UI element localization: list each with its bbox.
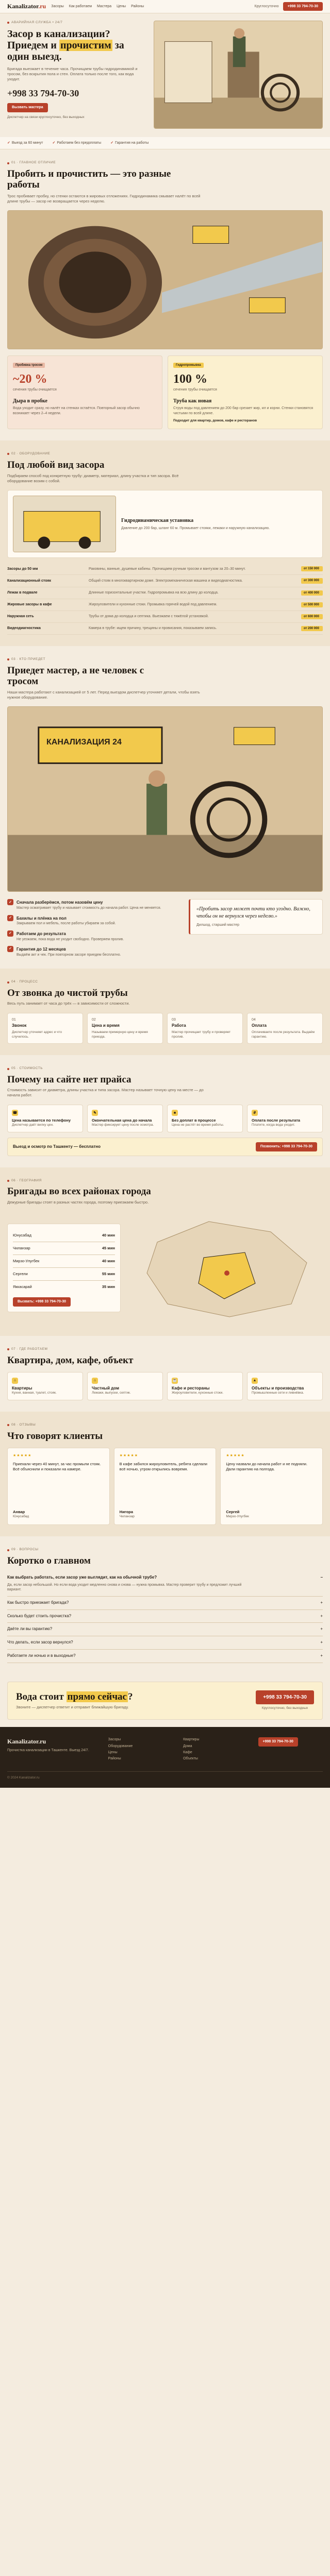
client-card: ⌂ Квартиры Кухня, ванная, туалет, стояк. xyxy=(7,1372,83,1400)
footer-col xyxy=(108,1737,173,1763)
apartment-icon: ⌂ xyxy=(12,1378,18,1384)
factory-icon: ▲ xyxy=(252,1378,258,1384)
methods-table xyxy=(7,563,323,635)
benefits-strip xyxy=(0,137,330,149)
table-row: Канализационный стояк Общий стояк в многоквартирном доме. Электромеханическая машина и видеодиагностика. от 300 000 xyxy=(7,575,323,587)
footer-link[interactable]: Квартиры xyxy=(183,1738,200,1742)
master-features xyxy=(7,899,184,957)
main-nav xyxy=(51,4,144,9)
review-card: ★★★★★ В кафе забился жироуловитель, ребята сделали всё ночью, утром открылись вовремя. Нигора Чиланзар xyxy=(114,1448,217,1525)
footer-link[interactable]: Засоры xyxy=(108,1738,121,1742)
reviews-section xyxy=(0,1412,330,1536)
clipboard-icon: ✎ xyxy=(92,1110,98,1116)
pricing-call-button[interactable]: Позвонить: +998 33 794-70-30 xyxy=(256,1142,317,1151)
pricing-card: ₽ Оплата после результата Платите, когда вода уходит. xyxy=(247,1105,323,1133)
quote-text: «Пробить засор может почти кто угодно. Важно, чтобы он не вернулся через неделю.» xyxy=(196,906,310,919)
section-title: Бригады во всех районах города xyxy=(7,1186,151,1197)
rope-card xyxy=(7,355,162,429)
card-title: Труба как новая xyxy=(173,398,212,404)
footer xyxy=(0,1727,330,1788)
step-card: 04 Оплата Оплачиваете после результата. Выдаём гарантию. xyxy=(247,1013,323,1044)
check-icon: ✓ xyxy=(7,915,13,921)
nav-item[interactable]: Мастера xyxy=(97,4,112,8)
table-row: Жировые засоры в кафе Жироуловители и кухонные стоки. Промывка горячей водой под давлением. от 500 000 xyxy=(7,599,323,611)
check-icon: ✓ xyxy=(7,930,13,937)
section-title: Квартира, дом, кафе, объект xyxy=(7,1354,134,1366)
faq-item[interactable]: Как быстро приезжает бригада? + xyxy=(7,1597,323,1610)
hero-illustration xyxy=(154,21,323,129)
master-section xyxy=(0,646,330,969)
faq-item-open[interactable]: Как выбрать работать, если засор уже выглядит, как на обычной трубе? − Да, если засор небольшой. Но если вода уходит медленно снова и снова — нужна промывка. Мастер проверит трубу и предложит лучший вариант. xyxy=(7,1571,323,1597)
clients-section xyxy=(0,1336,330,1412)
section-title: Что говорят клиенты xyxy=(7,1430,103,1442)
plus-icon: + xyxy=(320,1640,323,1645)
section-eyebrow: 02 · ОБОРУДОВАНИЕ xyxy=(7,452,323,456)
footer-link[interactable]: Дома xyxy=(183,1744,192,1748)
plus-icon: + xyxy=(320,1600,323,1605)
section-title: Почему на сайте нет прайса xyxy=(7,1074,131,1086)
check-icon: ✓ xyxy=(7,899,13,905)
footer-link[interactable]: Оборудование xyxy=(108,1744,133,1748)
header xyxy=(0,0,330,13)
hero-phone[interactable]: +998 33 794-70-30 xyxy=(7,88,79,99)
section-eyebrow: 07 · ГДЕ РАБОТАЕМ xyxy=(7,1347,323,1352)
step-card: 03 Работа Мастер прочищает трубу и проверяет пролив. xyxy=(167,1013,243,1044)
footer-col xyxy=(183,1737,248,1763)
benefit-item: ✓ Гарантия на работы xyxy=(110,141,149,145)
rating-stars: ★★★★★ xyxy=(119,1454,139,1458)
step-card: 01 Звонок Диспетчер уточняет адрес и что случилось. xyxy=(7,1013,83,1044)
client-card: ▲ Объекты и производства Промышленные сети и ливнёвка. xyxy=(247,1372,323,1400)
benefit-item: ✓ Работаем без предоплаты xyxy=(52,141,102,145)
hero-title: Засор в канализации? Приедем и прочистим за один выезд. xyxy=(7,28,124,62)
step-card: 02 Цена и время Называем примерную цену и время приезда. xyxy=(87,1013,163,1044)
card-text: Струя воды под давлением до 200 бар срезает жир, ил и корни. Стенки становятся чистыми по всей длине. xyxy=(173,406,314,415)
footer-link[interactable]: Районы xyxy=(108,1757,121,1761)
header-phone-button[interactable]: +998 33 794-70-30 xyxy=(283,2,323,11)
section-eyebrow: 06 · ГЕОГРАФИЯ xyxy=(7,1179,323,1183)
pricing-bar xyxy=(7,1138,323,1156)
faq-item[interactable]: Сколько будет стоить прочистка? + xyxy=(7,1610,323,1623)
area-item[interactable]: Чиланзар 45 мин xyxy=(13,1242,115,1255)
table-row: Видеодиагностика Камера в трубе: ищем причину, трещины и провисания, показываем запись. от 200 000 xyxy=(7,623,323,635)
section-eyebrow: 08 · ОТЗЫВЫ xyxy=(7,1423,323,1428)
featured-equipment xyxy=(7,490,323,558)
cafe-icon: ☕ xyxy=(172,1378,178,1384)
cta-text: Звоните — диспетчер ответит и отправит ближайшую бригаду. xyxy=(16,1705,129,1710)
table-row: Засоры до 50 мм Раковины, ванные, душевые кабины. Прочищаем ручным тросом и вантузом за 20–30 минут. от 150 000 xyxy=(7,563,323,575)
hydro-card xyxy=(168,355,323,429)
faq-section xyxy=(0,1536,330,1674)
feature-item: ✓ Бахилы и плёнка на пол Закрываем пол и мебель, после работы убираем за собой. xyxy=(7,915,184,926)
van-banner: КАНАЛИЗАЦИЯ 24 xyxy=(46,738,122,747)
area-item[interactable]: Юнусабад 40 мин xyxy=(13,1229,115,1242)
table-row: Лежак в подвале Длинные горизонтальные участки. Гидропромывка на всю длину до колодца. от 400 000 xyxy=(7,587,323,599)
section-lead: Дежурные бригады стоят в разных частях города, поэтому приезжаем быстро. xyxy=(7,1199,149,1205)
card-text: Вода уходит сразу, но налёт на стенках остаётся. Повторный засор обычно возникает через 2–4 недели. xyxy=(13,406,140,415)
worktime: Круглосуточно xyxy=(254,4,279,8)
footer-link[interactable]: Объекты xyxy=(183,1757,198,1761)
section-lead: Стоимость зависит от диаметра, длины участка и типа засора. Мастер называет точную цену на месте — до начала работ. xyxy=(7,1088,204,1098)
feature-item: ✓ Работаем до результата Не уезжаем, пока вода не уходит свободно. Проверяем пролив. xyxy=(7,930,184,942)
section-eyebrow: 01 · ГЛАВНОЕ ОТЛИЧИЕ xyxy=(7,161,323,165)
stat-value: 100 % xyxy=(173,372,207,386)
faq-list xyxy=(7,1571,323,1663)
review-card: ★★★★★ Приехали через 40 минут, за час промыли стояк. Всё объяснили и показали на камере. Анвар Юнусабад xyxy=(7,1448,110,1525)
lock-icon: ■ xyxy=(172,1110,178,1116)
card-tag: Гидропромывка xyxy=(173,363,204,368)
featured-title: Гидродинамическая установка xyxy=(121,518,194,524)
steps-section xyxy=(0,969,330,1055)
client-card: ☕ Кафе и рестораны Жироуловители, кухонные стоки. xyxy=(167,1372,243,1400)
footer-logo[interactable]: Kanalizator.ru xyxy=(7,1738,46,1745)
plus-icon: + xyxy=(320,1613,323,1618)
areas-call-button[interactable]: Вызвать: +998 33 794-70-30 xyxy=(13,1297,71,1306)
quote-author: Дилшод, старший мастер xyxy=(196,923,239,927)
faq-item[interactable]: Работаете ли ночью и в выходные? + xyxy=(7,1650,323,1663)
footer-link[interactable]: Цены xyxy=(108,1750,118,1754)
difference-section xyxy=(0,149,330,440)
quote-card xyxy=(189,899,323,934)
cta-phone-button[interactable]: +998 33 794-70-30 xyxy=(256,1690,314,1705)
section-lead: Весь путь занимает от часа до трёх — в зависимости от сложности. xyxy=(7,1001,130,1006)
client-card: ⌂ Частный дом Лежаки, выпуски, септик. xyxy=(87,1372,163,1400)
table-row: Наружная сеть Трубы от дома до колодца и септика. Выезжаем с тяжёлой установкой. от 600 000 xyxy=(7,611,323,623)
card-footer: Подходит для квартир, домов, кафе и ресторанов xyxy=(173,419,257,423)
hero-note: Диспетчер на связи круглосуточно, без выходных xyxy=(7,115,85,119)
hero-eyebrow: АВАРИЙНАЯ СЛУЖБА • 24/7 xyxy=(7,21,146,25)
section-title: Под любой вид засора xyxy=(7,459,105,470)
plus-icon: + xyxy=(320,1653,323,1658)
card-title: Дыра в пробке xyxy=(13,398,47,404)
wallet-icon: ₽ xyxy=(252,1110,258,1116)
hero-lead: Бригада выезжает в течение часа. Прочищаем трубы гидродинамикой и тросом, без вскрытия пола и стен. Оплата только после того, как вода уходит. xyxy=(7,66,138,82)
pipe-illustration xyxy=(7,210,323,349)
pricing-section xyxy=(0,1055,330,1167)
feature-item: ✓ Гарантия до 12 месяцев Выдаём акт и чек. При повторном засоре приедем бесплатно. xyxy=(7,946,184,957)
plus-icon: + xyxy=(320,1626,323,1632)
section-eyebrow: 03 · КТО ПРИЕДЕТ xyxy=(7,657,323,662)
minus-icon: − xyxy=(320,1575,323,1580)
stat-label: сечения трубы очищается xyxy=(13,388,57,392)
benefit-item: ✓ Выезд за 60 минут xyxy=(7,141,43,145)
stat-label: сечения трубы очищается xyxy=(173,388,217,392)
section-title: Пробить и прочистить — это разные работы xyxy=(7,168,171,191)
cta-section xyxy=(0,1674,330,1727)
faq-item[interactable]: Даёте ли вы гарантию? + xyxy=(7,1623,323,1636)
area-item[interactable]: Сергели 55 мин xyxy=(13,1268,115,1281)
pricing-bar-text: Выезд и осмотр по Ташкенту — бесплатно xyxy=(13,1144,101,1149)
footer-link[interactable]: Кафе xyxy=(183,1750,192,1754)
card-tag: Пробивка тросом xyxy=(13,363,45,368)
review-card: ★★★★★ Цену назвали до начала работ и не подняли. Дали гарантию на полгода. Сергей Мирзо-Улугбек xyxy=(220,1448,323,1525)
section-lead: Подбираем способ под конкретную трубу: диаметр, материал, длину участка и тип засора. Всё оборудование возим с собой. xyxy=(7,473,179,484)
areas-list xyxy=(7,1224,121,1312)
phone-icon: ☎ xyxy=(12,1110,18,1116)
hero-section xyxy=(0,13,330,137)
methods-section xyxy=(0,440,330,646)
rating-stars: ★★★★★ xyxy=(13,1454,32,1458)
cta-title: Вода стоит прямо сейчас ? xyxy=(16,1691,133,1702)
pricing-card: ■ Без доплат в процессе Цена не растёт во время работы. xyxy=(167,1105,243,1133)
house-icon: ⌂ xyxy=(92,1378,98,1384)
pricing-card: ✎ Окончательная цена до начала Мастер фиксирует цену после осмотра. xyxy=(87,1105,163,1133)
equipment-illustration xyxy=(13,496,116,552)
nav-item[interactable]: Районы xyxy=(131,4,144,8)
section-title: Коротко о главном xyxy=(7,1555,91,1566)
logo[interactable]: Kanalizator.ru xyxy=(7,3,46,10)
footer-copyright: © 2024 Kanalizator.ru xyxy=(7,1771,323,1781)
cta-card xyxy=(7,1682,323,1720)
rating-stars: ★★★★★ xyxy=(226,1454,245,1458)
stat-value: ~20 % xyxy=(13,372,47,386)
check-icon: ✓ xyxy=(7,946,13,952)
section-eyebrow: 05 · СТОИМОСТЬ xyxy=(7,1066,323,1071)
area-item[interactable]: Яккасарай 35 мин xyxy=(13,1284,115,1290)
section-eyebrow: 09 · ВОПРОСЫ xyxy=(7,1548,323,1552)
faq-item[interactable]: Что делать, если засор вернулся? + xyxy=(7,1636,323,1650)
section-lead: Трос пробивает пробку, но стенки остаются в жировых отложениях. Гидродинамика смывает налёт по всей длине трубы — засор не возвращается через неделю. xyxy=(7,193,201,204)
cta-note: Круглосуточно, без выходных xyxy=(261,1706,308,1710)
pricing-card: ☎ Цена называется по телефону Диспетчер даёт вилку цен. xyxy=(7,1105,83,1133)
section-title: От звонка до чистой трубы xyxy=(7,988,128,999)
footer-about: Прочистка канализации в Ташкенте. Выезд 24/7. xyxy=(7,1749,89,1753)
hero-cta-button[interactable]: Вызвать мастера xyxy=(7,103,48,112)
nav-item[interactable]: Засоры xyxy=(51,4,64,8)
section-lead: Наши мастера работают с канализацией от 5 лет. Перед выездом диспетчер уточняет детали, чтобы взять нужное оборудование. xyxy=(7,690,200,700)
section-eyebrow: 04 · ПРОЦЕСС xyxy=(7,980,323,985)
areas-section xyxy=(0,1167,330,1336)
section-title: Приедет мастер, а не человек с тросом xyxy=(7,665,144,687)
area-item[interactable]: Мирзо-Улугбек 40 мин xyxy=(13,1255,115,1268)
master-illustration xyxy=(7,706,323,892)
footer-phone-button[interactable]: +998 33 794-70-30 xyxy=(258,1737,298,1746)
nav-item[interactable]: Цены xyxy=(117,4,126,8)
feature-item: ✓ Сначала разберёмся, потом назовём цену Мастер осматривает трубу и называет стоимость до начала работ. Цена не меняется. xyxy=(7,899,184,910)
city-map[interactable] xyxy=(126,1211,323,1325)
nav-item[interactable]: Как работаем xyxy=(69,4,92,8)
featured-text: Давление до 200 бар, шланг 60 м. Промывает стояки, лежаки и наружную канализацию. xyxy=(121,526,270,530)
